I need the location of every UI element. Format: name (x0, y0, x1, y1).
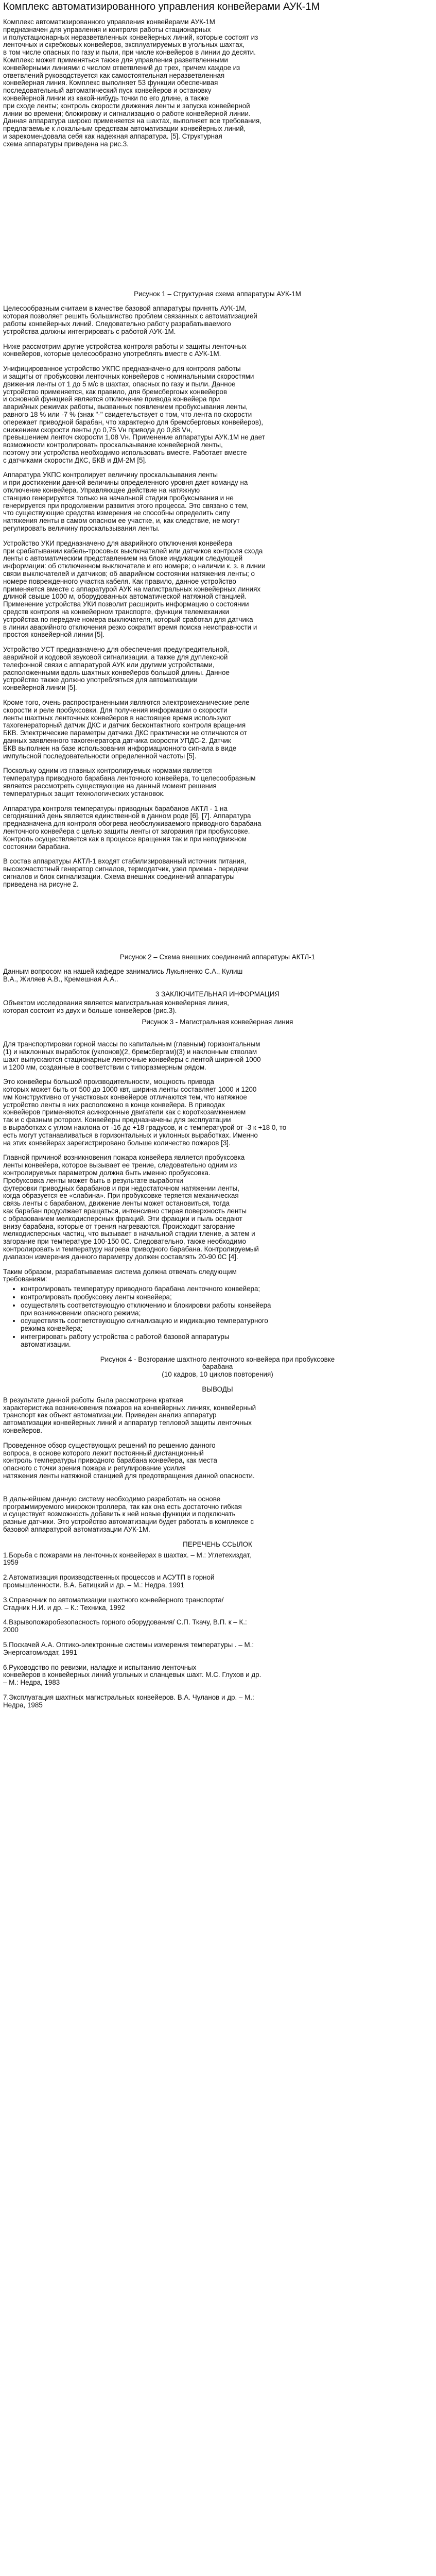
conclusions-heading: ВЫВОДЫ (202, 1385, 233, 1393)
reference-item: 7.Эксплуатация шахтных магистральных конвейеров. В.А. Чуланов и др. – М.: Недра, 1985 (3, 1693, 254, 1709)
reference-item: 2.Автоматизация производственных процессов и АСУТП в горной промышленности. В.А. Батицкий и др. – М.: Недра, 1991 (3, 1573, 215, 1589)
paragraph: Для транспортировки горной массы по капитальным (главным) горизонтальным (1) и наклонных выработок (уклонов)(2, бремсбергам)(3) и наклонным стволам шахт выпускаются стационарные ленточные конвейеры с лентой шириной 1000 и 1200 мм, созданные в соответствии с типоразмерным рядом. (3, 1040, 261, 1071)
paragraph: Комплекс автоматизированного управления конвейерами АУК-1М предназначен для управления и контроля работы стационарных и полустационарных неразветвленных конвейерных линий, которые состоят из ленточных и скребковых конвейеров, эксплуатируемых в угольных шахтах, в том числе опасных по газу и пыли, при числе конвейеров в линии до десяти. Комплекс может применяться также для управления разветвленными конвейерными линиями с числом ответвлений до трех, причем каждое из ответвлений руководствуется как самостоятельная неразветвленная конвейерная линия. Комплекс выполняет 53 функции обеспечивая последовательный автоматический пуск конвейеров и остановку конвейерной линии из какой-нибудь точки по его длине, а также при сходе ленты; контроль скорости движения ленты и запуска конвейерной линии во времени; блокировку и сигнализацию о работе конвейерной линии. Данная аппаратура широко применяется на шахтах, выполняет все требования, предлагаемые к локальным средствам автоматизации конвейерных линий, и зарекомендовала себя как надежная аппаратура. [5]. Структурная схема аппаратуры приведена на рис.3. (3, 18, 261, 148)
paragraph: Поскольку одним из главных контролируемых нормами является температура приводного барабана ленточного конвейера, то целесообразным является рассмотреть существующие на данный момент решения температурных защит технологических установок. (3, 767, 256, 798)
paragraph: Целесообразным считаем в качестве базовой аппаратуры принять АУК-1М, которая позволяет решить большинство проблем связанных с автоматизацией работы конвейерных линий. Следовательно работу разрабатываемого устройства должны интегрировать с работой АУК-1М. (3, 304, 257, 335)
paragraph: Главной причиной возникновения пожара конвейера является пробуксовка ленты конвейера, которое вызывает ее трение, следовательно одним из контролируемых параметром должна быть именно пробуксовка. Пробуксовка ленты может быть в результате выработки футеровки приводных барабанов и при недостаточном натяжении ленты, когда образуется ее «слабина». При пробуксовке теряется механическая связь ленты с барабаном, движение ленты может остановиться, тогда как барабан продолжает вращаться, интенсивно стирая поверхность ленты с образованием мелкодисперсных фракций. Эти фракции и пыль оседают внизу барабана, которые от трения нагреваются. Происходит загорание мелкодисперсных частиц, что вызывает в начальной стадии тление, а затем и загорание при температуре 100-150 0С. Следовательно, также необходимо контролировать и температуру нагрева приводного барабана. Контролируемый диапазон измерения данного параметру должен составлять 20-90 0С [4]. (3, 1154, 259, 1261)
reference-item: 5.Поскачей А.А. Оптико-электронные системы измерения температуры . – М.: Энергоатомиздат, 1991 (3, 1640, 254, 1656)
list-item: • осуществлять соответствующую отключению и блокировки работы конвейера при возникновении опасного режима; (21, 1302, 432, 1317)
paragraph: Кроме того, очень распространенными являются электромеханические реле скорости и реле пробуксовки. Для получения информации о скорости ленты шахтных ленточных конвейеров в настоящее время используют тахогенераторный датчик ДКС и датчик бесконтактного контроля вращения БКВ. Электрические параметры датчика ДКС практически не отличаются от данных заявленного тахогенератора датчика скорости УПДС-2. Датчик БКВ выполнен на базе использования информационного сигнала в виде импульсной последовательности определенной частоты [5]. (3, 699, 250, 760)
paragraph: Ниже рассмотрим другие устройства контроля работы и защиты ленточных конвейеров, которые целесообразно употреблять вместе с АУК-1М. (3, 342, 247, 358)
paragraph: Проведенное обзор существующих решений по решению данного вопроса, в основе которого лежит постоянный дистанционный контроль температуры приводного барабана конвейера, как места опасного с точки зрения пожара и регулирование усилия натяжения ленты натяжной станцией для предотвращения данной опасности. (3, 1441, 255, 1480)
document-title: Комплекс автоматизированного управления конвейерами АУК-1М (3, 1, 320, 12)
list-item: • интегрировать работу устройства с работой базовой аппаратуры автоматизации. (21, 1333, 432, 1349)
paragraph: В дальнейшем данную систему необходимо разработать на основе программируемого микроконтроллера, так как она есть достаточно гибкая и существует возможность добавить к ней новые функции и подключать разные датчики. Это устройство автоматизации будет работать в комплексе с базовой аппаратурой автоматизации АУК-1М. (3, 1495, 254, 1533)
list-item: • контролировать температуру приводного барабана ленточного конвейера; (21, 1285, 432, 1293)
section-heading: 3 ЗАКЛЮЧИТЕЛЬНАЯ ИНФОРМАЦИЯ (155, 990, 280, 998)
paragraph: Устройство УКИ предназначено для аварийного отключения конвейера при срабатывании кабель-тросовых выключателей или датчиков контроля схода ленты с автоматическим представлением на блоке индикации следующей информации: об отключенном выключателе и его номере; о наличии к. з. в линии связи выключателей и датчиков; об аварийном состоянии натяжения ленты; о номере поврежденного участка кабеля. Как правило, данное устройство применяется вместе с аппаратурой АУК на магистральных конвейерных линиях длиной свыше 1000 м, оборудованных автоматической натяжной станцией. Применение устройства УКИ позволит расширить информацию о состоянии средств контроля на конвейерном транспорте, функции телемеханики устройства по передаче номера выключателя, который сработал для датчика в линии аварийного отключения резко сократит время поиска неисправности и простоя конвейерной линии [5]. (3, 539, 266, 639)
figure-1-caption: Рисунок 1 – Структурная схема аппаратуры АУК-1М (134, 290, 301, 298)
figure-3-caption: Рисунок 3 - Магистральная конвейерная линия (142, 1018, 293, 1026)
paragraph: Таким образом, разрабатываемая система должна отвечать следующим требованиям: (3, 1267, 237, 1283)
figure-2-caption: Рисунок 2 – Схема внешних соединений аппаратуры АКТЛ-1 (119, 953, 316, 961)
paragraph: В состав аппаратуры АКТЛ-1 входят стабилизированный источник питания, высокочастотный генератор сигналов, термодатчик, узел приема - передачи сигналов и блок сигнализации. Схема внешних соединений аппаратуры приведена на рисуне 2. (3, 857, 249, 888)
paragraph: Унифицированное устройство УКПС предназначено для контроля работы и защиты от пробуксовки ленточных конвейеров с номинальными скоростями движения ленты от 1 до 5 м/с в шахтах, опасных по газу и пыли. Данное устройство применяется, как правило, для бремсбергоых конвейеров и основной функцией является отключение привода конвейера при аварийных режимах работы, вызванных появлением пробуксывания ленты, равного 18 % или -7 % (знак "-" свидетельствует о том, что лента по скорости опережает приводной барабан, что характерно для бремсберговых конвейеров), снижением скорости ленты до 0,75 Vн привода до 0,88 Vн, превышением ленточ скорости 1,08 Vн. Применение аппаратуры АУК.1М не дает возможности контролировать проскальзывание конвейерной ленты, поэтому эти устройства необходимо использовать вместе. Работает вместе с датчиками скорости ДКС, БКВ и ДМ-2М [5]. (3, 365, 265, 464)
reference-item: 4.Взрывопожаробезопасность горного оборудования/ С.П. Ткачу, В.П. к – К.: 2000 (3, 1618, 247, 1634)
paragraph: Это конвейеры большой производительности, мощность привода которых может быть от 500 до 1000 квт, ширина ленты составляет 1000 и 1200 мм Конструктивно от участковых конвейеров отличаются тем, что натяжное устройство ленты в них расположено в конце конвейера. В приводах конвейеров применяются асинхронные двигатели как с короткозамкнением так и с фазным ротором. Конвейеры предназначены для эксплуатации в выработках с углом наклона от -16 до +18 градусов, и с температурой от -3 к +18 0, то есть могут устанавливаться в горизонтальных и уклонных выработках. Именно на этих конвейерах зарегистрировано больше количество пожаров [3]. (3, 1078, 287, 1147)
reference-item: 1.Борьба с пожарами на ленточных конвейерах в шахтах. – М.: Углетехиздат, 1959 (3, 1551, 251, 1567)
references-heading: ПЕРЕЧЕНЬ ССЫЛОК (183, 1540, 252, 1548)
paragraph: Аппаратура контроля температуры приводных барабанов АКТЛ - 1 на сегодняшний день является единственной в данном роде [6], [7]. Аппаратура предназначена для контроля обогрева необслуживаемого приводного барабана ленточного конвейера с целью защиты ленты от загорания при пробуксовке. Контроль осуществляется как в процессе вращения так и при неподвижном состоянии барабана. (3, 804, 261, 851)
paragraph: Данным вопросом на нашей кафедре занимались Лукьяненко С.А., Кулиш В.А., Жиляев А.В., Кремешная А.А.. (3, 968, 243, 984)
requirements-list (3, 1285, 432, 1348)
list-item: • контролировать пробуксовку ленты конвейера; (21, 1294, 432, 1301)
paragraph: Объектом исследования является магистральная конвейерная линия, которая состоит из двух и больше конвейеров (рис.3). (3, 998, 229, 1014)
figure-4-caption: Рисунок 4 - Возгорание шахтного ленточного конвейера при пробуксовке барабана (10 кадров, 10 циклов повторения) (100, 1355, 335, 1379)
paragraph: Устройство УСТ предназначено для обеспечения предупредительной, аварийной и кодовой звуковой сигнализации, а также для дуплексной телефонной связи с аппаратурой АУК или другими устройствами, расположенными вдоль шахтных конвейеров большой длины. Данное устройство также должно употребляться для автоматизации конвейерной линии [5]. (3, 646, 230, 692)
reference-item: 3.Справочник по автоматизации шахтного конвейерного транспорта/ Стадник Н.И. и др. – К.: Техника, 1992 (3, 1596, 224, 1612)
reference-item: 6.Руководство по ревизии, наладке и испытанию ленточных конвейеров в конвейерных линий угольных и сланцевых шахт. М.С. Глухов и др. – М.: Недра, 1983 (3, 1663, 261, 1687)
paragraph: Аппаратура УКПС контролирует величину проскальзывания ленты и при достижении данной величины определенного уровня дает команду на отключение конвейера. Управляющее действие на натяжную станцию генерируется только на начальной стадии пробуксывания и не генерируется при продолжении развития этого процесса. Это связано с тем, что существующие средства измерения не способны определить силу натяжения ленты в самом опасном ее участке, и, как следствие, не могут регулировать величину проскальзывания ленты. (3, 471, 249, 533)
list-item: • осуществлять соответствующую сигнализацию и индикацию температурного режима конвейера; (21, 1317, 432, 1333)
paragraph: В результате данной работы была рассмотрена краткая характеристика возникновения пожаров на конвейерных линиях, конвейерный транспорт как объект автоматизации. Приведен анализ аппаратур автоматизации конвейерных линий и аппаратур тепловой защиты ленточных конвейеров. (3, 1396, 256, 1434)
